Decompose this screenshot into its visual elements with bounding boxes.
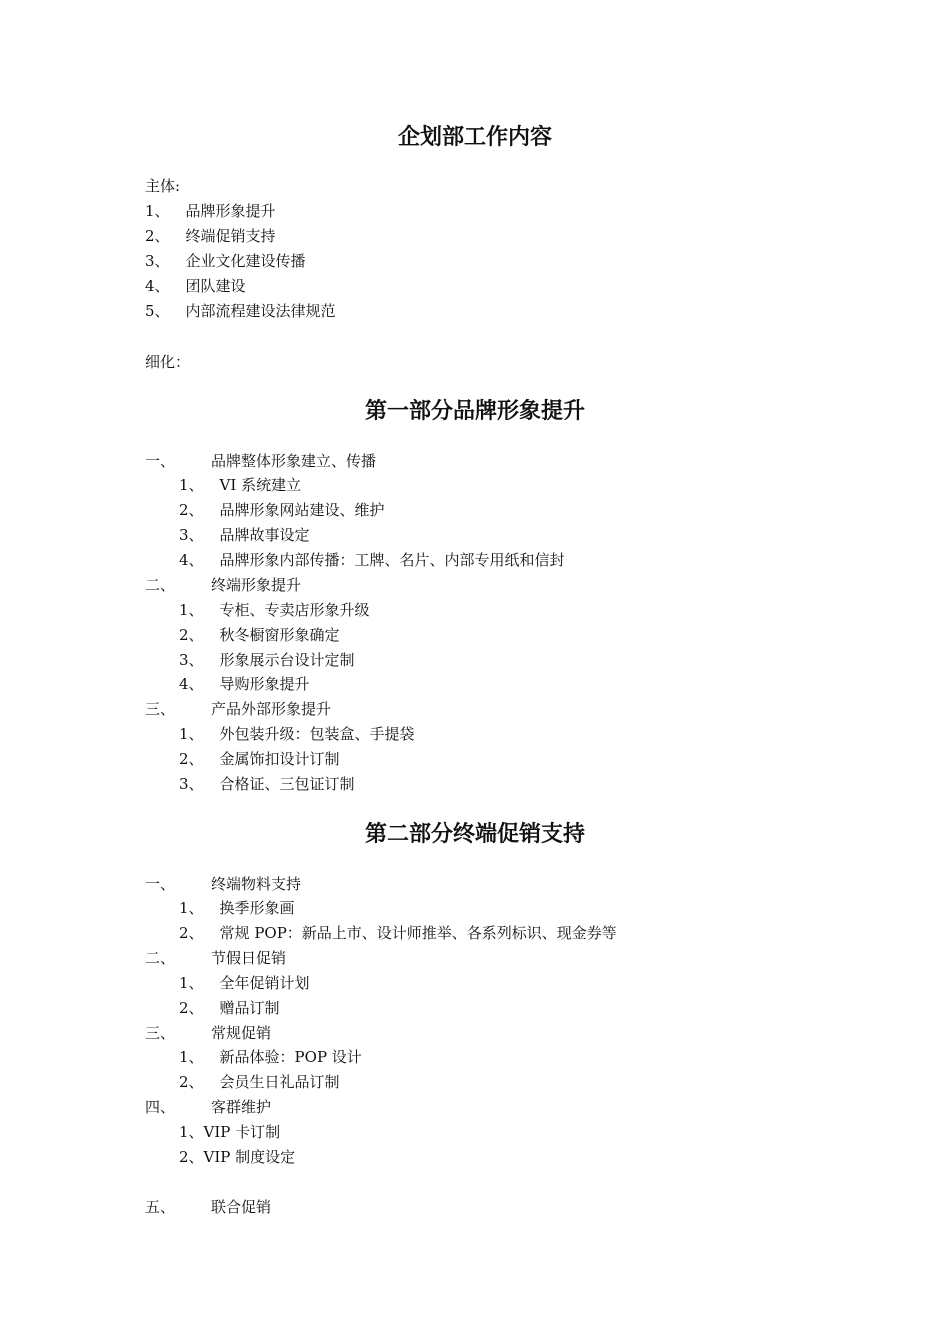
list-item (179, 774, 355, 794)
item-text: 内部流程建设法律规范 (185, 302, 336, 320)
section-number: 四、 (145, 1098, 176, 1116)
item-number: 2、 (145, 227, 170, 245)
section-number: 二、 (145, 949, 176, 967)
item-text: 导购形象提升 (219, 675, 310, 693)
part1-title: 第一部分品牌形象提升 (364, 398, 585, 424)
section-text: 联合促销 (211, 1198, 272, 1216)
part2-title: 第二部分终端促销支持 (364, 821, 585, 847)
item-text: 换季形象画 (219, 899, 295, 917)
section-number: 一、 (145, 452, 176, 470)
item-number: 2、 (179, 1073, 204, 1091)
subject-item (145, 251, 306, 271)
subject-label: 主体: (145, 177, 181, 195)
item-number: 1、 (145, 202, 170, 220)
section-heading (145, 1097, 271, 1117)
item-number: 1、 (179, 476, 204, 494)
section-text: 终端物料支持 (211, 875, 302, 893)
section-text: 终端形象提升 (211, 576, 302, 594)
list-item (179, 898, 295, 918)
item-text: 形象展示台设计定制 (219, 651, 355, 669)
list-item (179, 998, 280, 1018)
item-text: 品牌形象提升 (185, 202, 276, 220)
list-item (179, 1147, 295, 1167)
item-text: 团队建设 (185, 277, 246, 295)
item-number: 3、 (179, 651, 204, 669)
list-item (179, 724, 415, 744)
list-item (179, 1047, 362, 1067)
section-heading (145, 1197, 271, 1217)
list-item (179, 625, 340, 645)
item-text: 常规 POP：新品上市、设计师推举、各系列标识、现金券等 (219, 924, 617, 942)
item-number: 4、 (179, 675, 204, 693)
item-number: 1、 (179, 974, 204, 992)
item-text: 专柜、专卖店形象升级 (219, 601, 370, 619)
list-item (179, 1122, 280, 1142)
item-number: 4、 (145, 277, 170, 295)
item-number: 5、 (145, 302, 170, 320)
item-text: 企业文化建设传播 (185, 252, 306, 270)
item-text: 品牌故事设定 (219, 526, 310, 544)
item-number: 2、 (179, 501, 204, 519)
item-text: 外包装升级：包装盒、手提袋 (219, 725, 415, 743)
item-text: 品牌形象网站建设、维护 (219, 501, 385, 519)
list-item (179, 525, 310, 545)
item-text: 终端促销支持 (185, 227, 276, 245)
item-text: 全年促销计划 (219, 974, 310, 992)
item-number: 2、 (179, 1148, 204, 1166)
section-heading (145, 874, 301, 894)
section-heading (145, 1023, 271, 1043)
item-number: 1、 (179, 601, 204, 619)
section-heading (145, 575, 301, 595)
section-number: 三、 (145, 700, 176, 718)
document-title: 企划部工作内容 (397, 124, 552, 150)
item-number: 1、 (179, 1123, 204, 1141)
item-number: 4、 (179, 551, 204, 569)
list-item (179, 600, 370, 620)
item-text: 金属饰扣设计订制 (219, 750, 340, 768)
item-number: 2、 (179, 999, 204, 1017)
section-text: 产品外部形象提升 (211, 700, 332, 718)
list-item (179, 749, 340, 769)
list-item (179, 500, 385, 520)
section-text: 节假日促销 (211, 949, 287, 967)
section-number: 五、 (145, 1198, 176, 1216)
subject-item (145, 276, 246, 296)
item-text: VIP 制度设定 (203, 1148, 296, 1166)
item-text: 会员生日礼品订制 (219, 1073, 340, 1091)
subject-item (145, 201, 276, 221)
list-item (179, 923, 617, 943)
subject-item (145, 226, 276, 246)
item-number: 1、 (179, 1048, 204, 1066)
item-number: 1、 (179, 725, 204, 743)
section-text: 客群维护 (211, 1098, 272, 1116)
item-text: VI 系统建立 (219, 476, 302, 494)
item-text: 品牌形象内部传播：工牌、名片、内部专用纸和信封 (219, 551, 565, 569)
item-number: 3、 (145, 252, 170, 270)
section-number: 二、 (145, 576, 176, 594)
section-heading (145, 699, 331, 719)
item-number: 3、 (179, 775, 204, 793)
item-text: 合格证、三包证订制 (219, 775, 355, 793)
subject-item (145, 301, 336, 321)
item-text: 赠品订制 (219, 999, 280, 1017)
list-item (179, 475, 301, 495)
item-text: 新品体验：POP 设计 (219, 1048, 362, 1066)
item-number: 1、 (179, 899, 204, 917)
section-heading (145, 451, 376, 471)
list-item (179, 674, 310, 694)
item-number: 2、 (179, 626, 204, 644)
section-heading (145, 948, 286, 968)
item-number: 2、 (179, 924, 204, 942)
list-item (179, 650, 355, 670)
detail-label: 细化： (145, 353, 191, 371)
section-number: 三、 (145, 1024, 176, 1042)
list-item (179, 1072, 340, 1092)
section-text: 品牌整体形象建立、传播 (211, 452, 377, 470)
section-number: 一、 (145, 875, 176, 893)
item-text: VIP 卡订制 (203, 1123, 281, 1141)
list-item (179, 973, 310, 993)
item-number: 2、 (179, 750, 204, 768)
list-item (179, 550, 565, 570)
item-text: 秋冬橱窗形象确定 (219, 626, 340, 644)
item-number: 3、 (179, 526, 204, 544)
section-text: 常规促销 (211, 1024, 272, 1042)
